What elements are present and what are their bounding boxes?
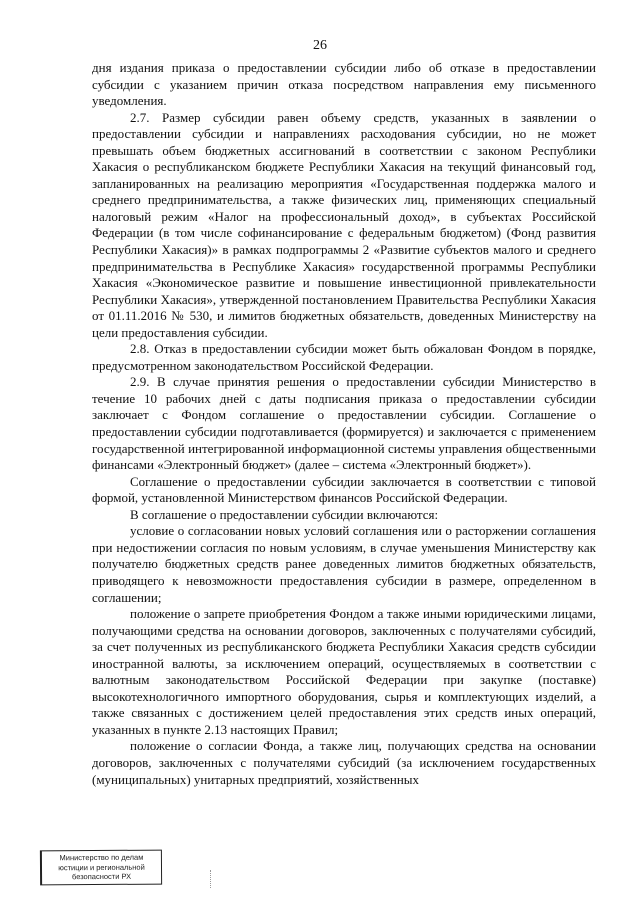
- paragraph-2-9: 2.9. В случае принятия решения о предоставлении субсидии Министерство в течение 10 рабочих дней с даты подписания приказа о предоставлении субсидии заключает с Фондом соглашение о предоставлении субсидии. Соглашение о предоставлении субсидии подготавливается (формируется) и заключается с применением государственной интегрированной информационной системы управления общественными финансами «Электронный бюджет» (далее – система «Электронный бюджет»).: [92, 374, 596, 473]
- registration-stamp: [40, 850, 162, 885]
- paragraph-currency-prohibition: положение о запрете приобретения Фондом а также иными юридическими лицами, получающими средства на основании договоров, заключенных с получателями субсидий, за счет полученных из республиканского бюджета Республики Хакасия средств субсидии иностранной валюты, за исключением операций, осуществляемых в соответствии с валютным законодательством Российской Федерации при закупке (поставке) высокотехнологичного импортного оборудования, сырья и комплектующих изделий, а также связанных с достижением целей предоставления этих средств иных операций, указанных в пункте 2.13 настоящих Правил;: [92, 606, 596, 737]
- stamp-line: юстиции и региональной: [58, 862, 145, 872]
- page-number: 26: [313, 38, 327, 53]
- stamp-line: Министерство по делам: [59, 852, 144, 863]
- paragraph-2-8: 2.8. Отказ в предоставлении субсидии может быть обжалован Фондом в порядке, предусмотренном законодательством Российской Федерации.: [92, 341, 596, 373]
- stamp-line: безопасности РХ: [71, 871, 132, 882]
- paragraph-2-7: 2.7. Размер субсидии равен объему средств, указанных в заявлении о предоставлении субсидии и направлениях расходования субсидии, но не может превышать объем бюджетных ассигнований в соответствии с законом Республики Хакасия о республиканском бюджете Республики Хакасия на текущий финансовый год, запланированных на реализацию мероприятия «Государственная поддержка малого и среднего предпринимательства, а также физических лиц, применяющих специальный налоговый режим «Налог на профессиональный доход», в субъектах Российской Федерации (в том числе софинансирование с федеральным бюджетом) (Фонд развития Республики Хакасия)» в рамках подпрограммы 2 «Развитие субъектов малого и среднего предпринимательства в Республике Хакасия» государственной программы Республики Хакасия «Экономическое развитие и повышение инвестиционной привлекательности Республики Хакасия», утвержденной постановлением Правительства Республики Хакасия от 01.11.2016 № 530, и лимитов бюджетных обязательств, доведенных Министерству на цели предоставления субсидии.: [92, 109, 596, 340]
- paragraph-consent: положение о согласии Фонда, а также лиц, получающих средства на основании договоров, заключенных с получателями субсидий (за исключением государственных (муниципальных) унитарных предприятий, хозяйственных: [92, 738, 596, 787]
- document-body: [92, 60, 596, 788]
- paragraph-condition-new-terms: условие о согласовании новых условий соглашения или о расторжении соглашения при недостижении согласия по новым условиям, в случае уменьшения Министерству как получателю бюджетных средств ранее доведенных лимитов бюджетных обязательств, приводящего к невозможности предоставления субсидии в размере, определенном в соглашении;: [92, 523, 596, 605]
- paragraph-continuation: дня издания приказа о предоставлении субсидии либо об отказе в предоставлении субсидии с указанием причин отказа посредством направления ему письменного уведомления.: [92, 60, 596, 109]
- paragraph-agreement-includes: В соглашение о предоставлении субсидии включаются:: [130, 506, 439, 522]
- scan-mark: [210, 870, 213, 888]
- paragraph-agreement-form: Соглашение о предоставлении субсидии заключается в соответствии с типовой формой, установленной Министерством финансов Российской Федерации.: [92, 473, 596, 506]
